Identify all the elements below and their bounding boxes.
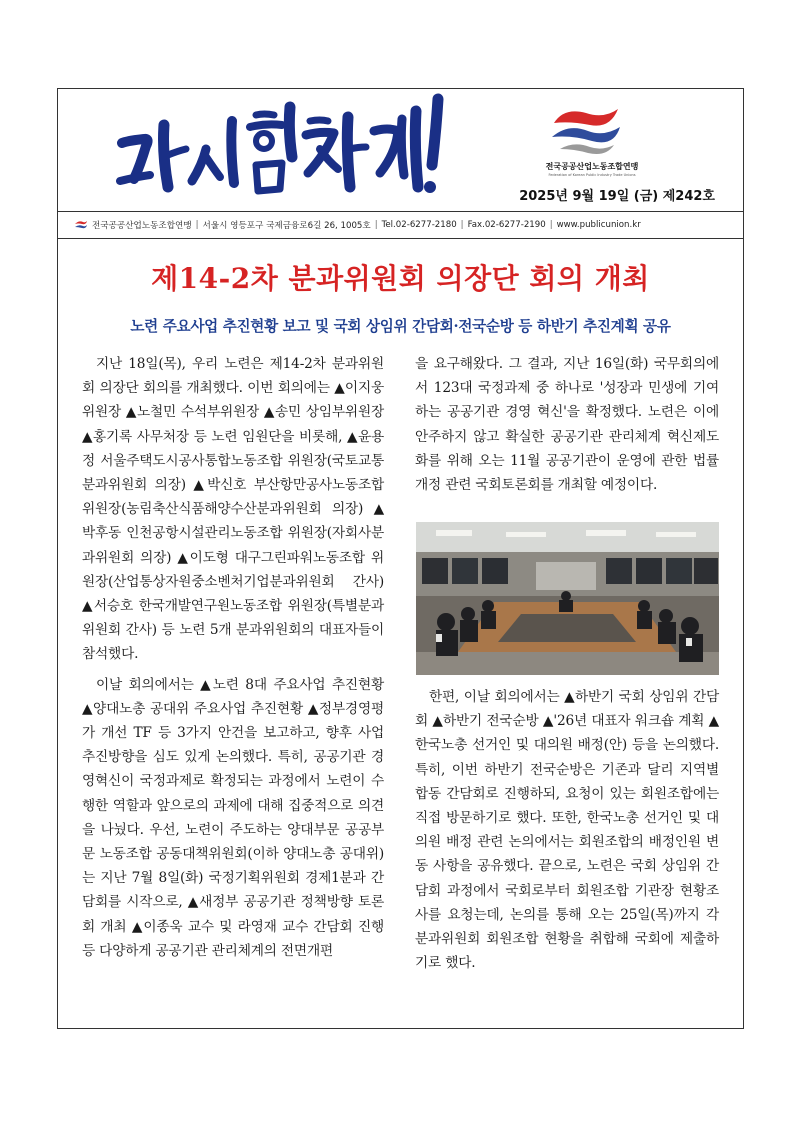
- divider: |: [549, 220, 553, 230]
- info-tel: Tel.02-6277-2180: [381, 220, 457, 230]
- masthead: [58, 89, 743, 211]
- meeting-photo: [416, 522, 719, 675]
- body-paragraph: 지난 18일(목), 우리 노련은 제14-2차 분과위원회 의장단 회의를 개최했다. 이번 회의에는 ▲이지웅 위원장 ▲노철민 수석부위원장 ▲송민 상임부위원장 ▲홍기록 사무처장 등 노련 임원단을 비롯해, ▲윤용정 서울주택도시공사통합노동조합 위원장(국토교통분과위원회 의장) ▲박신호 부산항만공사노동조합 위원장(농림축산식품해양수산분과위원회 의장) ▲박후동 인천공항시설관리노동조합 위원장(자회사분과위원회 의장) ▲이도형 대구그린파워노동조합 위원장(산업통상자원중소벤처기업분과위원회 간사) ▲서승호 한국개발연구원노동조합 위원장(특별분과위원회 간사) 등 노련 5개 분과위원회의 대표자들이 참석했다.: [82, 356, 384, 663]
- small-logo-icon: [74, 220, 88, 230]
- article-subhead: 노련 주요사업 추진현황 보고 및 국회 상임위 간담회·전국순방 등 하반기 추진계획 공유: [130, 318, 671, 335]
- body-paragraph: 한편, 이날 회의에서는 ▲하반기 국회 상임위 간담회 ▲하반기 전국순방 ▲'26년 대표자 워크숍 계획 ▲한국노총 선거인 및 대의원 배정(안) 등을 논의했다. 특히, 이번 하반기 전국순방은 기존과 달리 지역별 합동 간담회로 진행하되, 요청이 있는 회원조합에는 직접 방문하기로 했다. 또한, 한국노총 선거인 및 대의원 배정 관련 논의에서는 회원조합의 배정인원 변동 사항을 공유했다. 끝으로, 노련은 국회 상임위 간담회 과정에서 국회로부터 회원조합 기관장 현황조사를 요청는데, 논의를 통해 오는 25일(목)까지 각 분과위원회 회원조합 현황을 취합해 국회에 제출하기로 했다.: [415, 689, 719, 972]
- federation-logo-icon: [546, 101, 628, 159]
- right-column-top: [415, 352, 719, 497]
- article-headline: 제14-2차 분과위원회 의장단 회의 개최: [151, 262, 650, 295]
- info-website[interactable]: www.publicunion.kr: [556, 220, 641, 230]
- left-column: [82, 352, 384, 963]
- body-paragraph: 을 요구해왔다. 그 결과, 지난 16일(화) 국무회의에서 123대 국정과제 중 하나로 '성장과 민생에 기여하는 공공기관 경영 혁신'을 확정했다. 노련은 이에 안주하지 않고 확실한 공공기관 관리체계 혁신제도화를 위해 오는 11월 공공기관이 운영에 관한 법률 개정 관련 국회토론회를 개최할 예정이다.: [415, 356, 719, 494]
- divider: |: [195, 220, 199, 230]
- body-paragraph: 이날 회의에서는 ▲노련 8대 주요사업 추진현황 ▲양대노총 공대위 주요사업 추진현황 ▲정부경영평가 개선 TF 등 3가지 안건을 보고하고, 향후 사업 추진방향을 심도 있게 논의했다. 특히, 공공기관 경영혁신이 국정과제로 확정되는 과정에서 노련이 수행한 역할과 앞으로의 과제에 대해 집중적으로 의견을 나눴다. 우선, 노련이 주도하는 양대부문 공공부문 노동조합 공동대책위원회(이하 양대노총 공대위)는 지난 7월 8일(화) 국정기획위원회 경제1분과 간담회를 시작으로, ▲새정부 공공기관 정책방향 토론회 개최 ▲이종욱 교수 및 라영재 교수 간담회 진행 등 다양하게 공공기관 관리체계의 전면개편: [82, 676, 384, 959]
- info-fax: Fax.02-6277-2190: [467, 220, 546, 230]
- newsletter-frame: [57, 88, 744, 1029]
- issue-date-number: 2025년 9월 19일 (금) 제242호: [519, 189, 715, 204]
- info-org: 전국공공산업노동조합연맹: [92, 221, 192, 231]
- contact-info-bar: [58, 211, 743, 239]
- divider: |: [374, 220, 378, 230]
- org-english-name: Federation of Korean Public Industry Trade Unions: [548, 173, 636, 177]
- meeting-room-photo-image: [416, 522, 719, 675]
- info-address: 서울시 영등포구 국제금융로6길 26, 1005호: [202, 221, 371, 231]
- divider: |: [460, 220, 464, 230]
- brush-calligraphy-title: [106, 91, 446, 209]
- right-column-bottom: [415, 685, 719, 975]
- org-name: 전국공공산업노동조합연맹: [545, 162, 639, 171]
